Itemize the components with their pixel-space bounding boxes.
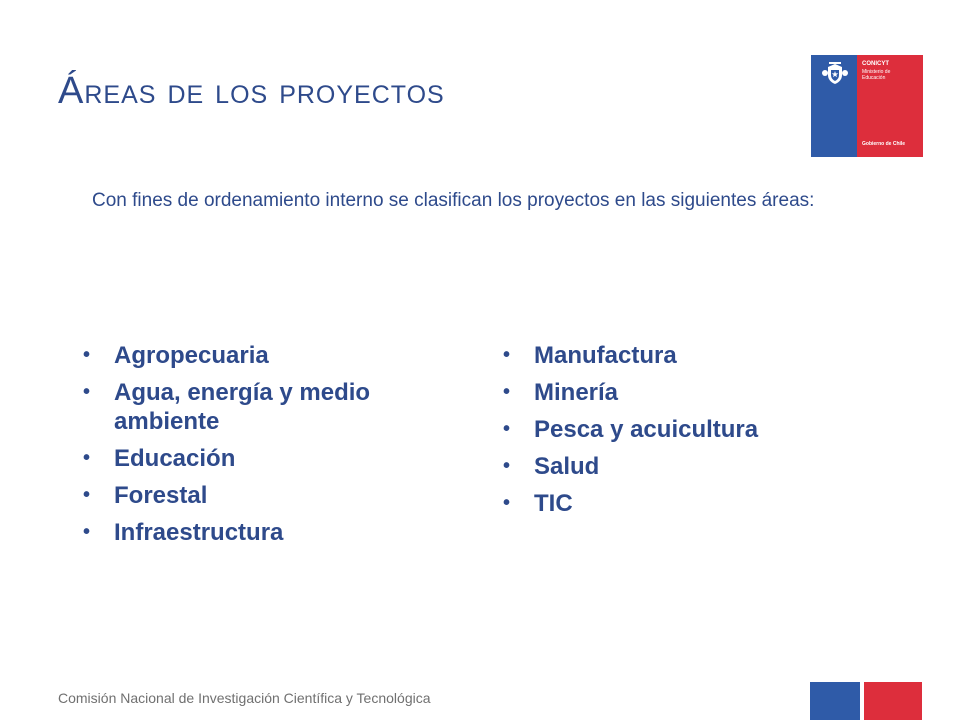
logo-ministry-line2: Educación (862, 75, 886, 81)
list-item (498, 341, 858, 370)
list-item-label: TIC (534, 490, 573, 517)
list-item-label: Pesca y acuicultura (534, 416, 759, 443)
bullet-icon: • (503, 492, 511, 514)
areas-list-right (498, 341, 858, 526)
conicyt-logo (810, 54, 924, 158)
title-rest: reas de los proyectos (84, 70, 445, 111)
bullet-icon: • (83, 484, 91, 506)
bullet-icon: • (83, 381, 91, 403)
logo-government: Gobierno de Chile (862, 141, 906, 147)
list-item (78, 378, 438, 436)
footer-institution-name: Comisión Nacional de Investigación Científica y Tecnológica (58, 690, 431, 706)
logo-blue-panel (811, 55, 857, 157)
logo-red-panel (857, 55, 923, 157)
list-item (78, 481, 438, 510)
list-item-label: Agropecuaria (114, 342, 269, 369)
list-item (78, 341, 438, 370)
logo-org-name: CONICYT (862, 61, 889, 67)
intro-paragraph: Con fines de ordenamiento interno se clasifican los proyectos en las siguientes áreas: (92, 190, 815, 211)
bullet-icon: • (503, 455, 511, 477)
list-item-label: Agua, energía y medio ambiente (114, 379, 371, 435)
list-item-label: Educación (114, 445, 236, 472)
list-item-label: Infraestructura (114, 519, 284, 546)
flag-red-block (864, 682, 922, 720)
title-initial: Á (58, 70, 85, 112)
logo-ministry-line1: Ministerio de (862, 69, 891, 75)
list-item (498, 378, 858, 407)
list-item (498, 452, 858, 481)
list-item (498, 489, 858, 518)
list-item-label: Forestal (114, 482, 208, 509)
flag-blue-block (810, 682, 860, 720)
bullet-icon: • (83, 521, 91, 543)
coat-of-arms-icon (820, 61, 850, 87)
bullet-icon: • (503, 418, 511, 440)
bullet-icon: • (503, 381, 511, 403)
list-item (498, 415, 858, 444)
footer-flag-bar (810, 682, 922, 720)
list-item (78, 444, 438, 473)
list-item-label: Salud (534, 453, 600, 480)
bullet-icon: • (503, 344, 511, 366)
list-item-label: Manufactura (534, 342, 677, 369)
bullet-icon: • (83, 447, 91, 469)
areas-list-left (78, 341, 438, 555)
list-item-label: Minería (534, 379, 619, 406)
slide-title (58, 70, 445, 113)
bullet-icon: • (83, 344, 91, 366)
list-item (78, 518, 438, 547)
